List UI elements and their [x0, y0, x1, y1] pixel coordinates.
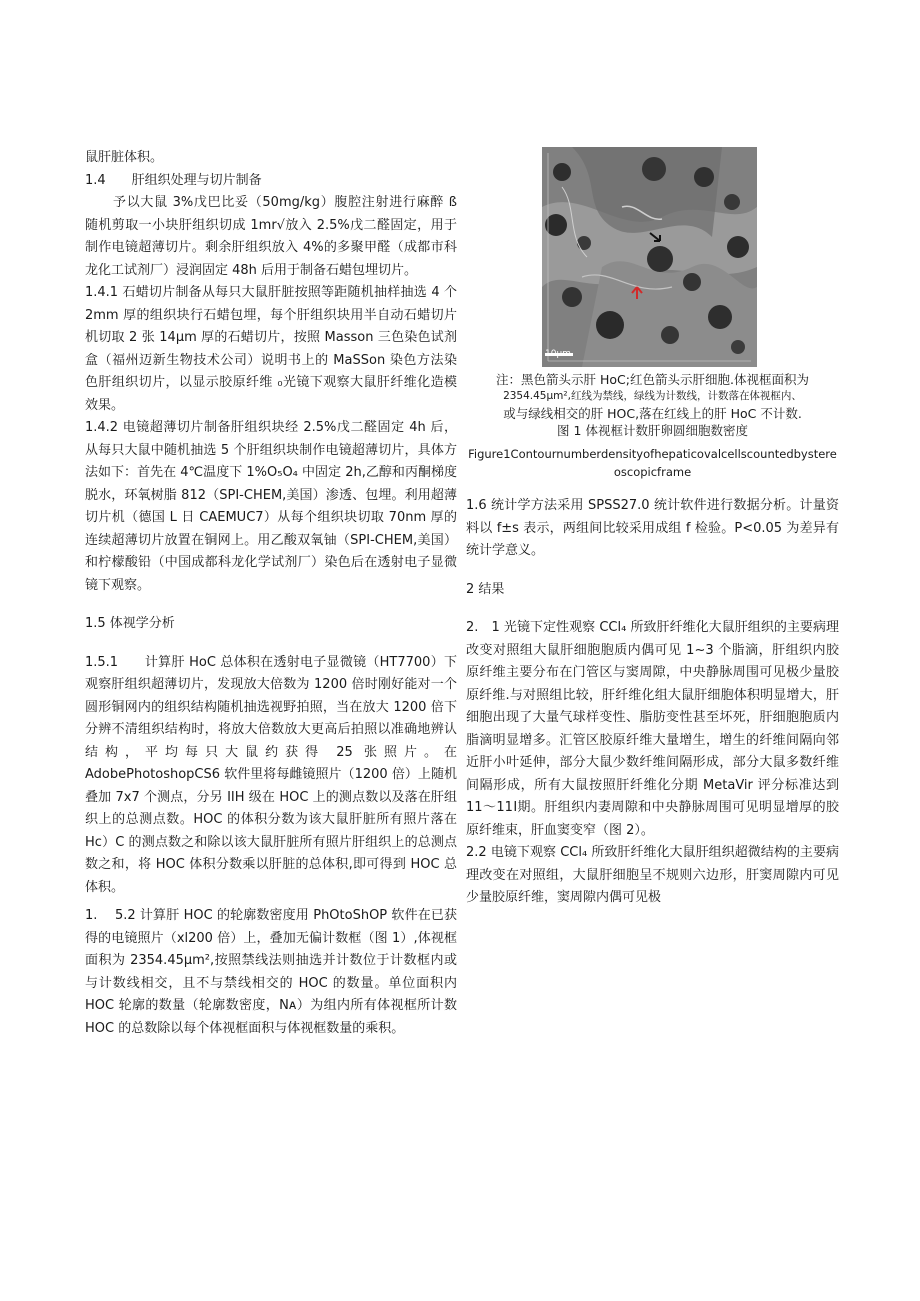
paragraph: 1.4.2 电镜超薄切片制备肝组织块经 2.5%戊二醛固定 4h 后，从每只大鼠中随机抽选 5 个肝组织块制作电镜超薄切片，具体方法如下：首先在 4℃温度下 1%O₅O₄ 中固定 2h,乙醇和丙酮梯度脱水，环氧树脂 812（SPI-CHEM,美国）渗透、包埋。利用超薄切片机（德国 L 日 CAEMUC7）从每个组织块切取 70nm 厚的连续超薄切片放置在铜网上。用乙酸双氧铀（SPI-CHEM,美国）和柠檬酸铅（中国成都科龙化学试剂厂）染色后在透射电子显微镜下观察。	[85, 420, 457, 593]
paragraph: 1. 5.2 计算肝 HOC 的轮廓数密度用 PhOtoShOP 软件在已获得的电镜照片（xl200 倍）上，叠加无偏计数框（图 1）,体视框面积为 2354.45μm²,按照禁线法则抽选并计数位于计数框内或与计数线相交，且不与禁线相交的 HOC 的数量。单位面积内 HOC 轮廓的数量（轮廓数密度，Nᴀ）为组内所有体视框所计数 HOC 的总数除以每个体视框面积与体视框数量的乘积。	[85, 908, 457, 1036]
right-column	[466, 147, 839, 910]
section-heading: 1.5 体视学分析	[85, 616, 175, 631]
figure-note-line: 2354.45μm²,红线为禁线，绿线为计数线，计数落在体视框内、	[503, 390, 802, 402]
section-heading: 1.4 肝组织处理与切片制备	[85, 172, 262, 188]
paragraph: 鼠肝脏体积。	[85, 150, 164, 165]
paragraph: 1.5.1 计算肝 HoC 总体积在透射电子显微镜（HT7700）下观察肝组织超薄切片，发现放大倍数为 1200 倍时刚好能对一个圆形铜网内的组织结构随机抽选视野拍照，当在放大 1200 倍下分辨不清组织结构时，将放大倍数放大更高后拍照以准确地辨认结构，平均每只大鼠约获得 25 张照片。在 AdobePhotoshopCS6 软件里将每雌镜照片（1200 倍）上随机叠加 7x7 个测点，分另 IIH 级在 HOC 上的测点数以及落在肝组织上的总测点数。HOC 的体积分数为该大鼠肝脏所有照片落在 Hc）C 的测点数之和除以该大鼠肝脏所有照片肝组织上的总测点数之和，将 HOC 体积分数乘以肝脏的总体积,即可得到 HOC 总体积。	[85, 654, 457, 895]
paragraph: 2. 1 光镜下定性观察 CCl₄ 所致肝纤维化大鼠肝组织的主要病理改变对照组大鼠肝细胞胞质内偶可见 1~3 个脂滴，肝组织内胶原纤维主要分布在门管区与窦周隙，中央静脉周围可见极少量胶原纤维.与对照组比较，肝纤维化组大鼠肝细胞体积明显增大，肝细胞出现了大量气球样变性、脂肪变性甚至坏死，肝细胞胞质内脂滴明显增多。汇管区胶原纤维大量增生，增生的纤维间隔向邻近肝小叶延伸，部分大鼠少数纤维间隔形成，部分大鼠多数纤维间隔形成，所有大鼠按照肝纤维化分期 MetaVir 评分标准达到 11～11Ⅰ期。肝组织内妻周隙和中央静脉周围可见明显增厚的胶原纤维束，肝血窦变窄（图 2）。	[466, 620, 839, 838]
figure-title-en: Figure1Contournumberdensityofhepaticovalcellscountedbystereoscopicframe	[468, 447, 837, 479]
figure-note-line: 注：黑色箭头示肝 HoC;红色箭头示肝细胞.体视框面积为	[496, 372, 809, 387]
micrograph-image	[542, 147, 757, 367]
left-column	[85, 147, 457, 1040]
electron-micrograph-figure	[542, 147, 757, 367]
section-heading: 2 结果	[466, 581, 505, 597]
figure-title-cn: 图 1 体视框计数肝卵圆细胞数密度	[557, 423, 748, 438]
paragraph: 1.4.1 石蜡切片制备从每只大鼠肝脏按照等距随机抽样抽选 4 个 2mm 厚的组织块行石蜡包埋，每个肝组织块用半自动石蜡切片机切取 2 张 14μm 厚的石蜡切片，按照 Masson 三色染色试剂盒（福州迈新生物技术公司）说明书上的 MaSSon 染色方法染色肝组织切片，以显示胶原纤维 ₀光镜下观察大鼠肝纤维化造模效果。	[85, 285, 457, 413]
scale-bar-label: 10μm	[545, 348, 571, 359]
figure-note-line: 或与绿线相交的肝 HOC,落在红线上的肝 HoC 不计数.	[503, 406, 802, 421]
paragraph: 2.2 电镜下观察 CCl₄ 所致肝纤维化大鼠肝组织超微结构的主要病理改变在对照组，大鼠肝细胞呈不规则六边形，肝窦周隙内可见少量胶原纤维，窦周隙内偶可见极	[466, 845, 839, 905]
paragraph: 1.6 统计学方法采用 SPSS27.0 统计软件进行数据分析。计量资料以 f±s 表示，两组间比较采用成组 f 检验。P<0.05 为差异有统计学意义。	[466, 498, 839, 558]
paragraph: 予以大鼠 3%戊巴比妥（50mg/kg）腹腔注射进行麻醉 ß 随机剪取一小块肝组织切成 1mr√放入 2.5%戊二醛固定，用于制作电镜超薄切片。剩余肝组织放入 4%的多聚甲醛（成都市科龙化工试剂厂）浸润固定 48h 后用于制备石蜡包埋切片。	[85, 195, 457, 278]
